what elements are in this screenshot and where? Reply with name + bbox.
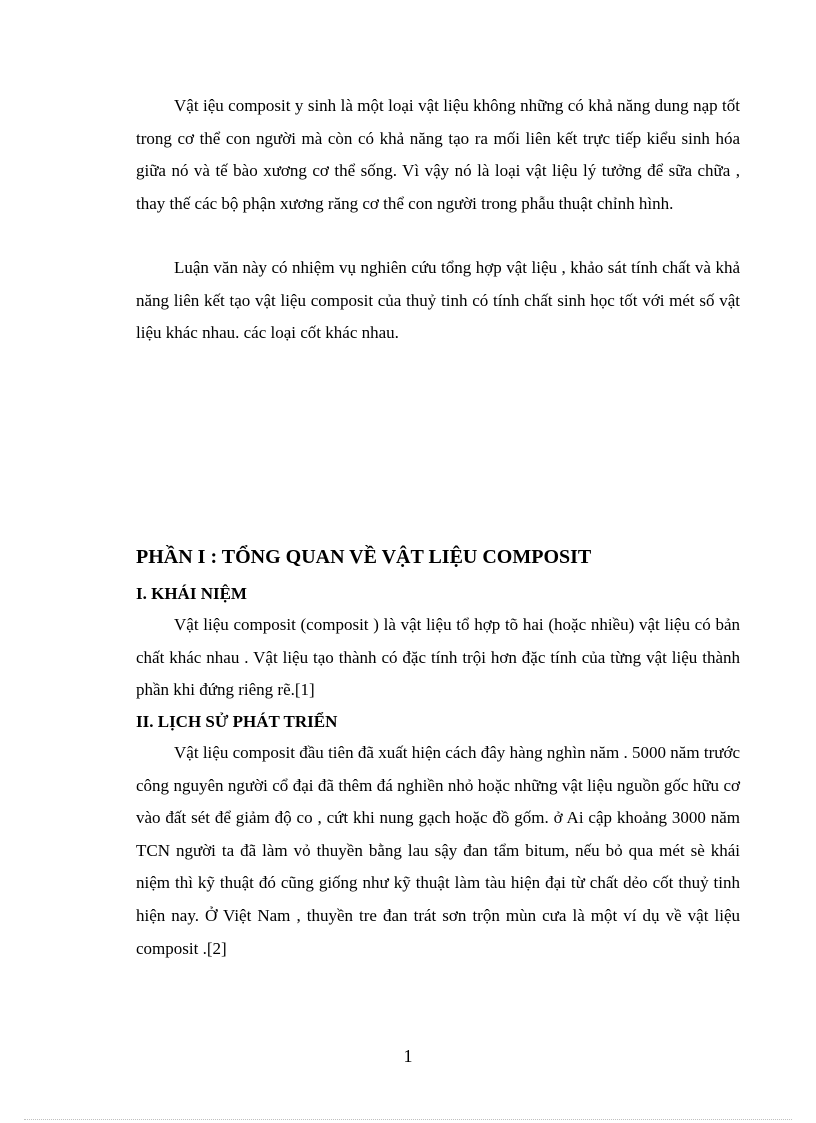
page-bottom-divider bbox=[24, 1119, 792, 1120]
intro-paragraph-1: Vật iệu composit y sinh là một loại vật liệu không những có khả năng dung nạp tốt trong cơ thể con người mà còn có khả năng tạo ra mối liên kết trực tiếp kiểu sinh hóa giữa nó và tế bào xương cơ thể sống. Vì vậy nó là loại vật liệu lý tưởng để sữa chữa , thay thế các bộ phận xương răng cơ thể con người trong phẫu thuật chỉnh hình. bbox=[136, 96, 740, 213]
page-number: 1 bbox=[403, 1046, 413, 1066]
part-title: PHẦN I : TỔNG QUAN VỀ VẬT LIỆU COMPOSIT bbox=[136, 546, 592, 568]
intro-paragraph-2: Luận văn này có nhiệm vụ nghiên cứu tổng hợp vật liệu , khảo sát tính chất và khả năng liên kết tạo vật liệu composit của thuỷ tinh có tính chất sinh học tốt với mét số vật liệu khác nhau. các loại cốt khác nhau. bbox=[136, 258, 740, 343]
section-heading-history: II. LỊCH SỬ PHÁT TRIỂN bbox=[136, 712, 338, 731]
section-heading-definition: I. KHÁI NIỆM bbox=[136, 584, 247, 603]
definition-paragraph: Vật liệu composit (composit ) là vật liệu tổ hợp tõ hai (hoặc nhiều) vật liệu có bản chất khác nhau . Vật liệu tạo thành có đặc tính trội hơn đặc tính của từng vật liệu thành phần khi đứng riêng rẽ.[1] bbox=[136, 615, 740, 700]
history-paragraph: Vật liệu composit đầu tiên đã xuất hiện cách đây hàng nghìn năm . 5000 năm trước công nguyên người cổ đại đã thêm đá nghiền nhỏ hoặc những vật liệu nguồn gốc hữu cơ vào đất sét để giảm độ co , cứt khi nung gạch hoặc đồ gốm. ở Ai cập khoảng 3000 năm TCN người ta đã làm vỏ thuyền bằng lau sậy đan tẩm bitum, nếu bỏ qua mét sè khái niệm thì kỹ thuật đó cũng giống như kỹ thuật làm tàu hiện đại từ chất dẻo cốt thuỷ tinh hiện nay. Ở Việt Nam , thuyền tre đan trát sơn trộn mùn cưa là một ví dụ về vật liệu composit .[2] bbox=[136, 743, 740, 958]
